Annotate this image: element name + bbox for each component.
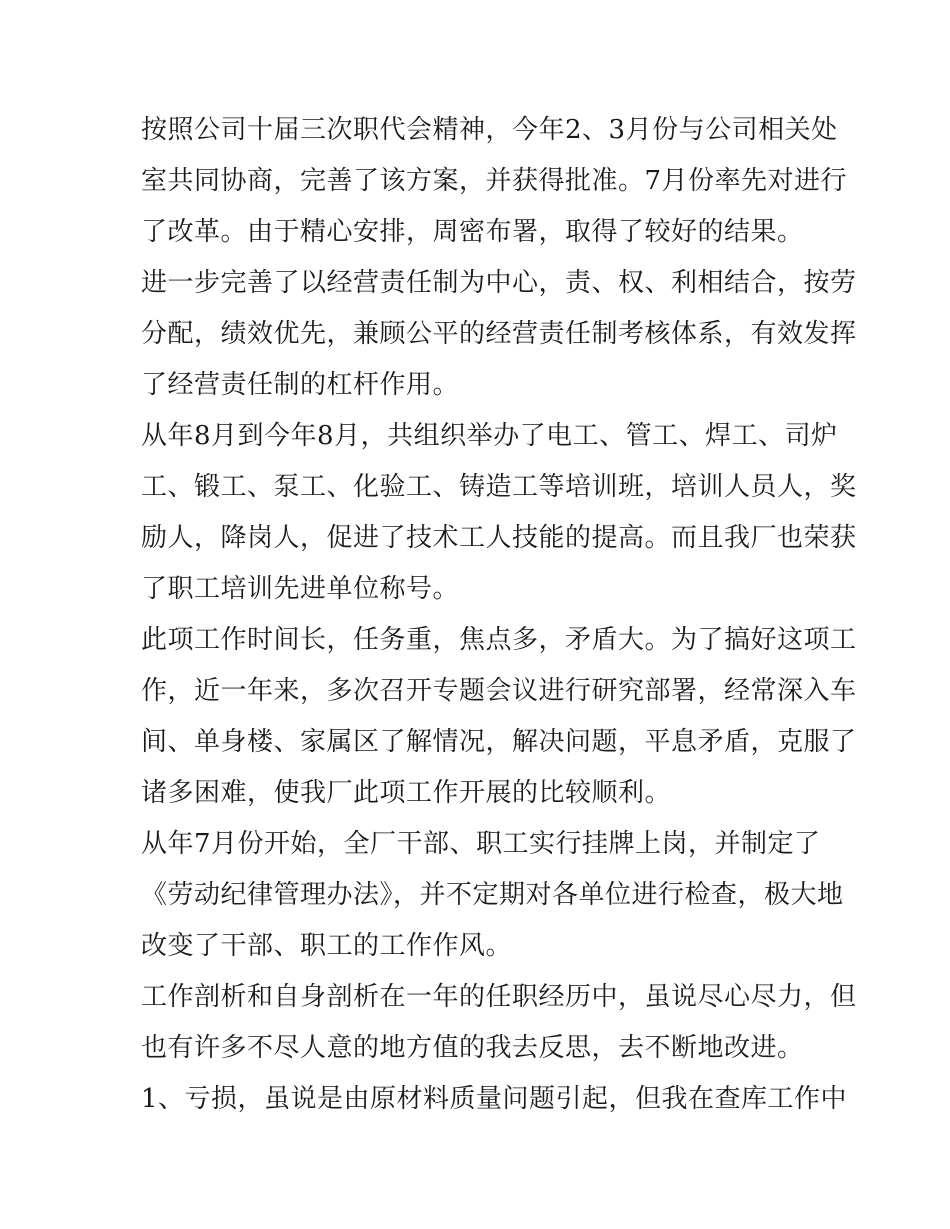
text-line: 也有许多不尽人意的地方值的我去反思，去不断地改进。 [141,1033,804,1063]
text-line: 改变了干部、职工的工作作风。 [141,931,513,961]
text-line: 分配，绩效优先，兼顾公平的经营责任制考核体系，有效发挥 [141,319,857,349]
text-line: 按照公司十届三次职代会精神，今年2、3月份与公司相关处 [141,115,838,145]
document-body [141,110,857,1130]
text-line: 1、亏损，虽说是由原材料质量问题引起，但我在查库工作中 [141,1084,848,1114]
text-line: 《劳动纪律管理办法》，并不定期对各单位进行检查，极大地 [141,880,844,910]
text-line: 室共同协商，完善了该方案，并获得批准。7月份率先对进行 [141,166,848,196]
text-line: 了改革。由于精心安排，周密布署，取得了较好的结果。 [141,217,804,247]
text-line: 从年7月份开始，全厂干部、职工实行挂牌上岗，并制定了 [141,829,821,859]
text-line: 从年8月到今年8月，共组织举办了电工、管工、焊工、司炉 [141,421,838,451]
text-line: 此项工作时间长，任务重，焦点多，矛盾大。为了搞好这项工 [141,625,857,655]
text-line: 进一步完善了以经营责任制为中心，责、权、利相结合，按劳 [141,268,857,298]
text-line: 间、单身楼、家属区了解情况，解决问题，平息矛盾，克服了 [141,727,857,757]
text-line: 诸多困难，使我厂此项工作开展的比较顺利。 [141,778,672,808]
text-line: 工、锻工、泵工、化验工、铸造工等培训班，培训人员人，奖 [141,472,857,502]
text-line: 了经营责任制的杠杆作用。 [141,370,460,400]
text-line: 了职工培训先进单位称号。 [141,574,460,604]
text-line: 工作剖析和自身剖析在一年的任职经历中，虽说尽心尽力，但 [141,982,857,1012]
text-line: 作，近一年来，多次召开专题会议进行研究部署，经常深入车 [141,676,857,706]
text-line: 励人，降岗人，促进了技术工人技能的提高。而且我厂也荣获 [141,523,857,553]
